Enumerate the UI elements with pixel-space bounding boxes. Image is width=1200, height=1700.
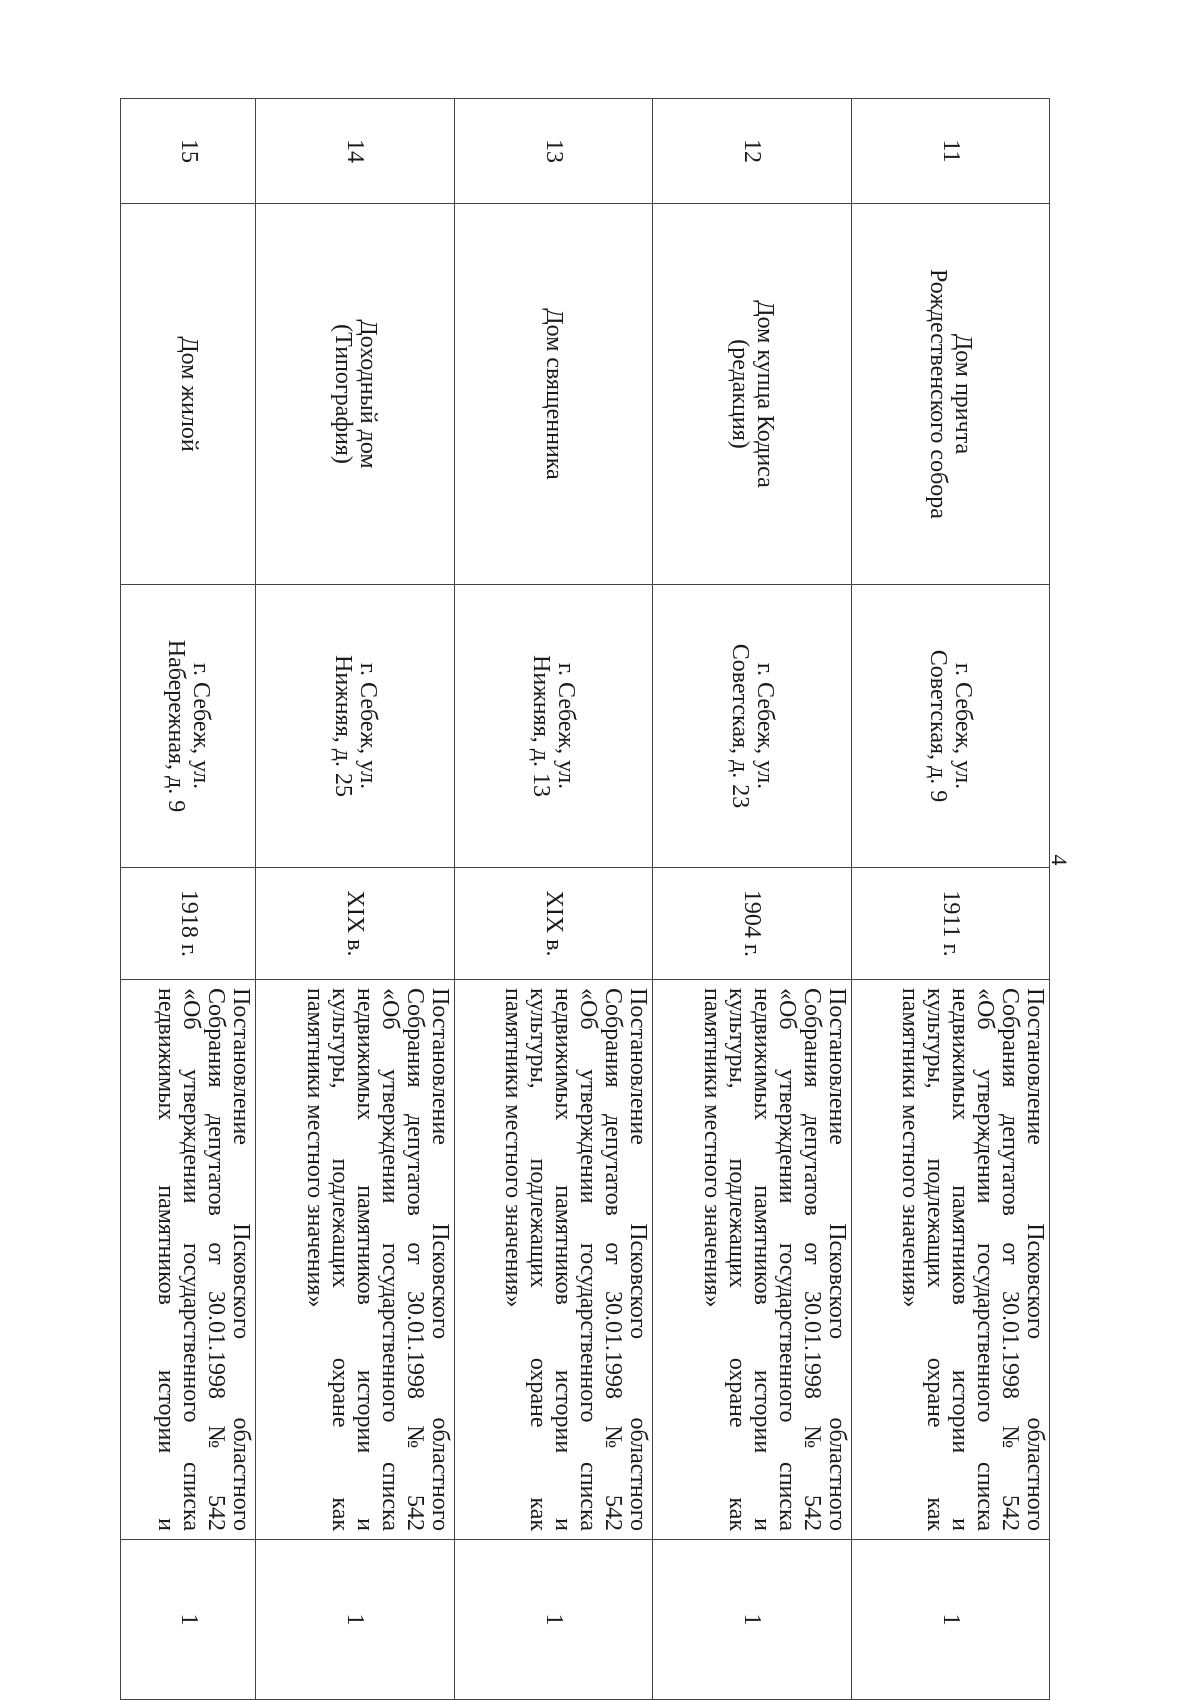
row-number: 15	[121, 99, 256, 204]
object-name-line: Рождественского собора	[925, 269, 952, 519]
document-line: Постановление Псковского областного	[823, 988, 850, 1531]
document-line: культуры, подлежащих охране как	[922, 988, 948, 1531]
object-name-line: Дом купца Кодиса	[751, 300, 778, 488]
document-line: памятники местного значения»	[500, 988, 527, 1308]
document-line: Собрания депутатов от 30.01.1998 № 542	[997, 988, 1023, 1531]
document-line: «Об утверждении государственного списка	[972, 988, 998, 1531]
row-number: 11	[851, 99, 1049, 204]
category: 1	[851, 1540, 1049, 1700]
document-line: памятники местного значения»	[698, 988, 725, 1308]
page-number: 4	[1047, 854, 1072, 866]
object-name-line: (редакция)	[726, 339, 753, 449]
object-name-line: Дом священника	[540, 308, 567, 480]
address-line: Нижняя, д. 25	[329, 655, 356, 797]
object-date: XIX в.	[454, 868, 652, 980]
document-line: Собрания депутатов от 30.01.1998 № 542	[798, 988, 825, 1531]
object-name-line: Дом причта	[950, 333, 977, 455]
object-name-line: Дом жилой	[175, 336, 202, 452]
document-line: «Об утверждении государственного списка	[575, 988, 602, 1531]
object-date: 1918 г.	[121, 868, 256, 980]
row-number: 14	[256, 99, 454, 204]
table-row	[256, 99, 454, 1700]
address-line: Советская, д. 9	[925, 649, 952, 803]
protection-document	[851, 980, 1049, 1540]
document-line: «Об утверждении государственного списка	[773, 988, 800, 1531]
category: 1	[121, 1540, 256, 1700]
document-line: недвижимых памятников истории и	[748, 988, 775, 1531]
row-number: 13	[454, 99, 652, 204]
document-line: культуры, подлежащих охране как	[525, 988, 552, 1531]
object-address	[653, 585, 851, 868]
document-line: недвижимых памятников истории и	[947, 988, 973, 1531]
monuments-table-body	[121, 99, 1050, 1700]
protection-document	[121, 980, 256, 1540]
address-line: г. Себеж, ул.	[950, 662, 977, 790]
address-line: г. Себеж, ул.	[354, 662, 381, 790]
document-line: Собрания депутатов от 30.01.1998 № 542	[401, 988, 428, 1531]
document-line: Постановление Псковского областного	[426, 988, 453, 1531]
object-name-line: Доходный дом	[354, 319, 381, 469]
document-line: недвижимых памятников истории и	[351, 988, 378, 1531]
object-address	[121, 585, 256, 868]
table-row	[851, 99, 1049, 1700]
document-line: Постановление Псковского областного	[625, 988, 652, 1531]
table-row	[454, 99, 652, 1700]
object-name	[121, 204, 256, 585]
category: 1	[454, 1540, 652, 1700]
object-name	[851, 204, 1049, 585]
document-line: «Об утверждении государственного списка	[376, 988, 403, 1531]
document-line: Постановление Псковского областного	[228, 988, 255, 1531]
object-name-line: (Типография)	[329, 324, 356, 464]
object-address	[454, 585, 652, 868]
document-line: культуры, подлежащих охране как	[326, 988, 353, 1531]
protection-document	[653, 980, 851, 1540]
document-line: «Об утверждении государственного списка	[178, 988, 205, 1531]
address-line: г. Себеж, ул.	[553, 662, 580, 790]
category: 1	[256, 1540, 454, 1700]
monuments-table	[120, 98, 1050, 1700]
table-row	[653, 99, 851, 1700]
document-line: недвижимых памятников истории и	[153, 988, 180, 1531]
address-line: г. Себеж, ул.	[751, 662, 778, 790]
object-address	[851, 585, 1049, 868]
document-line: Собрания депутатов от 30.01.1998 № 542	[600, 988, 627, 1531]
protection-document	[256, 980, 454, 1540]
document-line: памятники местного значения»	[301, 988, 328, 1308]
document-line: Собрания депутатов от 30.01.1998 № 542	[203, 988, 230, 1531]
object-date: 1911 г.	[851, 868, 1049, 980]
category: 1	[653, 1540, 851, 1700]
object-name	[653, 204, 851, 585]
object-address	[256, 585, 454, 868]
table-row	[121, 99, 256, 1700]
object-name	[454, 204, 652, 585]
protection-document	[454, 980, 652, 1540]
document-line: недвижимых памятников истории и	[550, 988, 577, 1531]
document-line: Постановление Псковского областного	[1022, 988, 1048, 1531]
address-line: Набережная, д. 9	[163, 639, 190, 813]
object-date: XIX в.	[256, 868, 454, 980]
document-line: культуры, подлежащих охране как	[723, 988, 750, 1531]
object-name	[256, 204, 454, 585]
address-line: Советская, д. 23	[726, 643, 753, 809]
address-line: г. Себеж, ул.	[188, 662, 215, 790]
object-date: 1904 г.	[653, 868, 851, 980]
document-line: памятники местного значения»	[897, 988, 923, 1308]
address-line: Нижняя, д. 13	[528, 655, 555, 797]
row-number: 12	[653, 99, 851, 204]
